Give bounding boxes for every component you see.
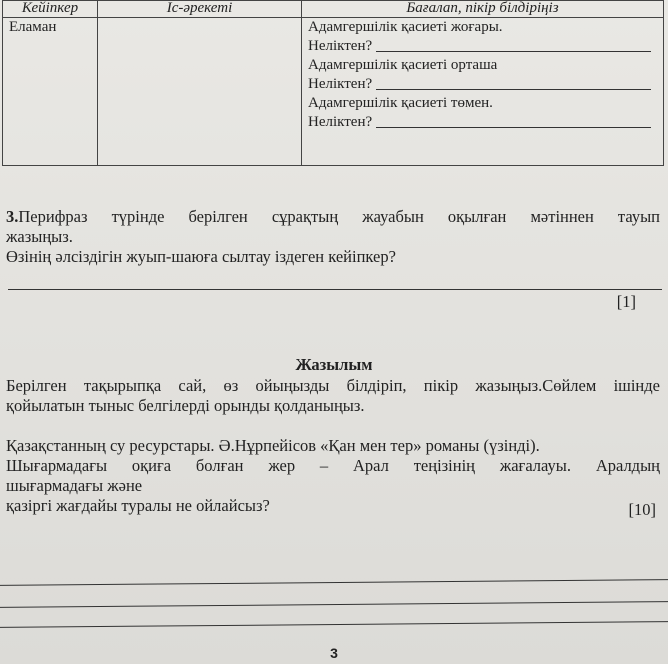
task3-instruction-line2: жазыңыз. bbox=[6, 227, 73, 246]
page-number: 3 bbox=[330, 645, 338, 661]
table-row bbox=[3, 18, 664, 166]
answer-blank[interactable] bbox=[376, 117, 651, 128]
task3-instruction bbox=[6, 207, 660, 267]
why-label: Неліктен? bbox=[308, 38, 373, 54]
why-label: Неліктен? bbox=[308, 76, 373, 92]
header-evaluation: Бағалап, пікір білдіріңіз bbox=[302, 1, 664, 18]
header-actions: Іс-әрекеті bbox=[98, 1, 302, 18]
writing-source: Қазақстанның су ресурстары. Ә.Нұрпейісов «Қан мен тер» романы (үзінді). bbox=[6, 436, 540, 455]
why-line-low[interactable] bbox=[308, 113, 657, 132]
writing-answer-line-1[interactable] bbox=[0, 579, 668, 586]
evaluation-option-high: Адамгершілік қасиеті жоғары. bbox=[308, 19, 503, 35]
writing-instruction-line2: қойылатын тыныс белгілерді орынды қолданыңыз. bbox=[6, 396, 365, 415]
task3-question: Өзінің әлсіздігін жуып-шаюға сылтау іздеген кейіпкер? bbox=[6, 247, 396, 266]
evaluation-option-low: Адамгершілік қасиеті төмен. bbox=[308, 95, 493, 111]
why-label: Неліктен? bbox=[308, 114, 373, 130]
writing-instruction-line1: Берілген тақырыпқа сай, өз ойыңызды білдіріп, пікір жазыңыз.Сөйлем ішінде bbox=[6, 376, 660, 395]
evaluation-cell bbox=[302, 18, 664, 166]
writing-answer-line-2[interactable] bbox=[0, 601, 668, 608]
why-line-high[interactable] bbox=[308, 37, 657, 56]
writing-prompt-line2: шығармадағы және bbox=[6, 476, 143, 495]
writing-score: [10] bbox=[628, 500, 656, 519]
why-line-medium[interactable] bbox=[308, 75, 657, 94]
writing-answer-line-3[interactable] bbox=[0, 621, 668, 628]
evaluation-option-medium: Адамгершілік қасиеті орташа bbox=[308, 57, 498, 73]
task3-answer-line[interactable] bbox=[8, 289, 662, 290]
table-header-row bbox=[3, 1, 664, 18]
task3-score: [1] bbox=[616, 292, 636, 311]
answer-blank[interactable] bbox=[376, 41, 651, 52]
writing-heading: Жазылым bbox=[295, 355, 373, 374]
header-character: Кейіпкер bbox=[3, 1, 98, 18]
task3-number: 3. bbox=[6, 207, 19, 226]
writing-prompt-line1: Шығармадағы оқиға болған жер – Арал теңізінің жағалауы. Аралдың bbox=[6, 456, 660, 475]
writing-prompt-line3: қазіргі жағдайы туралы не ойлайсыз? bbox=[6, 496, 270, 515]
actions-cell[interactable] bbox=[98, 18, 302, 166]
task3-instruction-line1: Перифраз түрінде берілген сұрақтың жауабын оқылған мәтіннен тауып bbox=[18, 207, 660, 226]
assessment-table bbox=[2, 0, 664, 166]
writing-instruction bbox=[6, 376, 660, 416]
answer-blank[interactable] bbox=[376, 79, 651, 90]
character-cell: Еламан bbox=[3, 18, 98, 166]
writing-prompt bbox=[6, 436, 660, 516]
